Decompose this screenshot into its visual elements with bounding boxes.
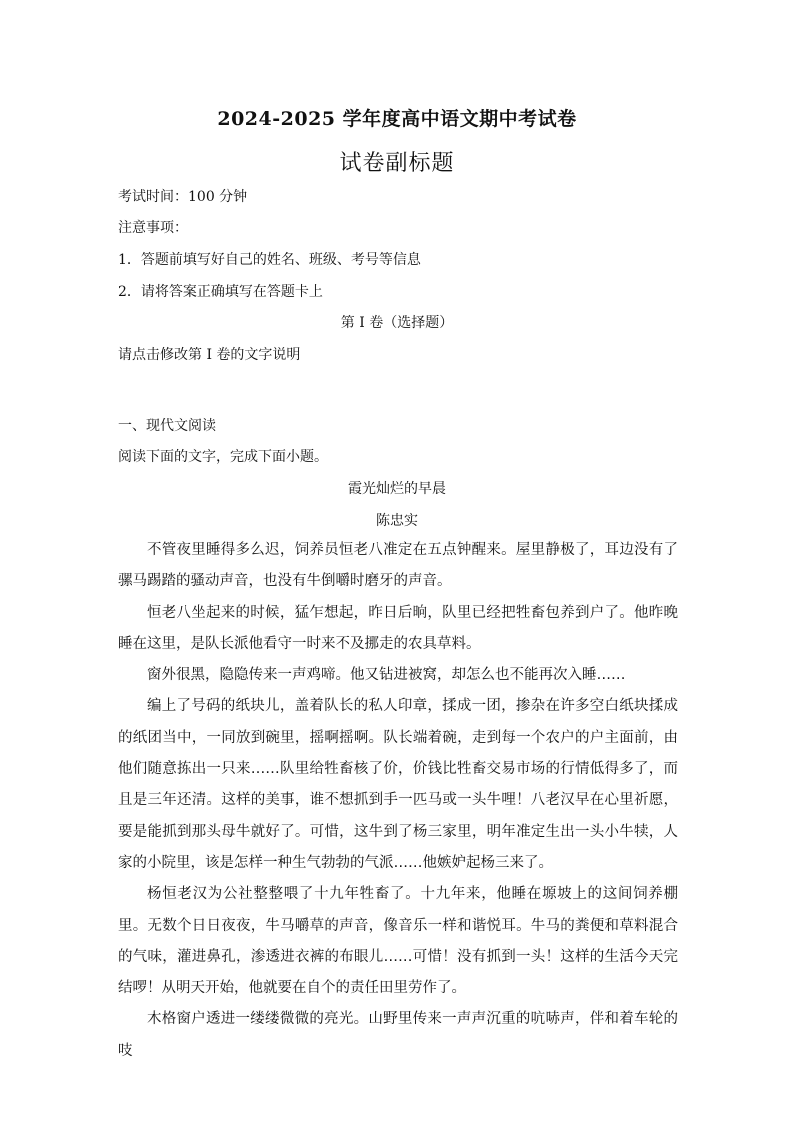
article-paragraph: 木格窗户透进一缕缕微微的亮光。山野里传来一声声沉重的吭哧声，伴和着车轮的吱 — [118, 1011, 678, 1059]
exam-time: 考试时间：100 分钟 — [118, 189, 248, 205]
note-item-2: 2．请将答案正确填写在答题卡上 — [118, 284, 323, 300]
reading-instruction: 阅读下面的文字，完成下面小题。 — [118, 449, 328, 465]
article-paragraph: 恒老八坐起来的时候，猛乍想起，昨日后晌，队里已经把牲畜包养到户了。他昨晚睡在这里，是队长派他看守一时来不及挪走的农具草料。 — [118, 604, 678, 652]
article-title: 霞光灿烂的早晨 — [348, 481, 446, 497]
article-paragraph: 杨恒老汉为公社整整喂了十九年牲畜了。十九年来，他睡在塬坡上的这间饲养棚里。无数个日日夜夜，牛马嚼草的声音，像音乐一样和谐悦耳。牛马的粪便和草料混合的气味，灌进鼻孔，渗透进衣裤的布眼儿……可惜！没有抓到一头！这样的生活今天完结啰！从明天开始，他就要在自个的责任田里劳作了。 — [118, 886, 678, 997]
article-body — [118, 535, 678, 1067]
article-paragraph: 不管夜里睡得多么迟，饲养员恒老八准定在五点钟醒来。屋里静极了，耳边没有了骡马踢踏的骚动声音，也没有牛倒嚼时磨牙的声音。 — [118, 542, 678, 590]
article-paragraph: 窗外很黑，隐隐传来一声鸡啼。他又钻进被窝，却怎么也不能再次入睡…… — [147, 667, 626, 684]
note-item-1: 1．答题前填写好自己的姓名、班级、考号等信息 — [118, 252, 421, 268]
notes-heading: 注意事项： — [118, 220, 188, 236]
volume-title: 第 I 卷（选择题） — [340, 315, 454, 331]
article-paragraph: 编上了号码的纸块儿，盖着队长的私人印章，揉成一团，掺杂在许多空白纸块揉成的纸团当中，一同放到碗里，摇啊摇啊。队长端着碗，走到每一个农户的户主面前，由他们随意拣出一只来……队里给牲畜核了价，价钱比牲畜交易市场的行情低得多了，而且是三年还清。这样的美事，谁不想抓到手一匹马或一头牛哩！八老汉早在心里祈愿，要是能抓到那头母牛就好了。可惜，这牛到了杨三家里，明年准定生出一头小牛犊，人家的小院里，该是怎样一种生气勃勃的气派……他嫉妒起杨三来了。 — [118, 698, 678, 871]
volume-description: 请点击修改第 I 卷的文字说明 — [118, 347, 301, 363]
exam-subtitle: 试卷副标题 — [339, 151, 455, 176]
exam-title: 2024-2025 学年度高中语文期中考试卷 — [217, 108, 577, 130]
article-author: 陈忠实 — [376, 513, 418, 529]
part-heading: 一、现代文阅读 — [118, 418, 216, 434]
